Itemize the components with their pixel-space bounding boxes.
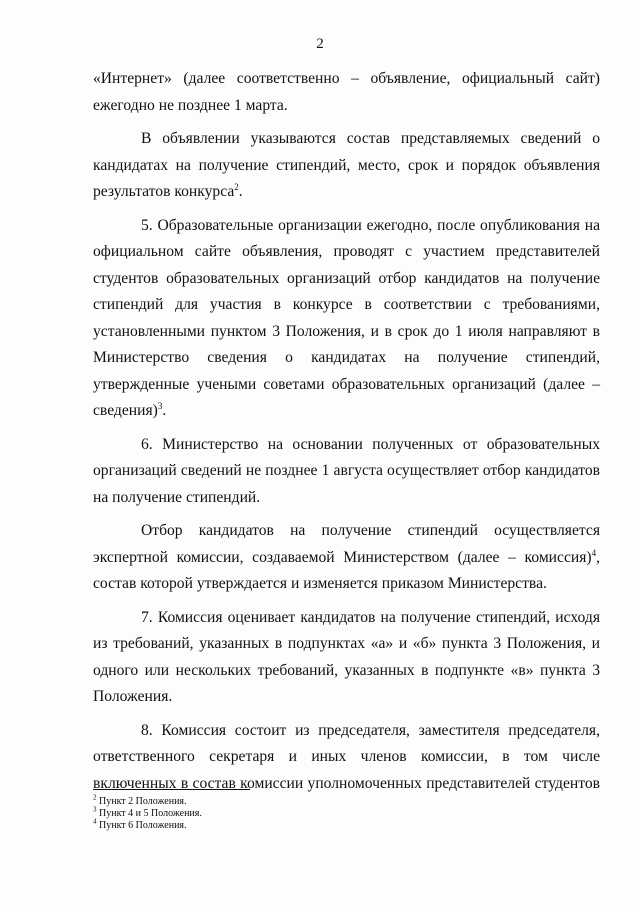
paragraph — [93, 213, 600, 425]
paragraph-text: 5. Образовательные организации ежегодно, после опубликования на официальном сайте объявления, проводят с участием представителей студентов образовательных организаций отбор кандидатов на получение стипендий для участия в конкурсе в соответствии с требованиями, установленными пунктом 3 Положения, и в срок до 1 июля направляют в Министерство сведения о кандидатах на получение стипендий, утвержденные учеными советами образовательных организаций (далее – сведения) — [93, 216, 600, 419]
footnote-number: 3 — [93, 805, 97, 814]
footnote-text: Пункт 2 Положения. — [99, 796, 187, 807]
paragraph-text: 8. Комиссия состоит из председателя, заместителя председателя, ответственного секретаря и иных членов комиссии, в том числе включенных в состав комиссии уполномоченных представителей студентов — [93, 721, 600, 792]
footnotes — [93, 793, 493, 832]
paragraph — [93, 126, 600, 206]
paragraph-text: «Интернет» (далее соответственно – объявление, официальный сайт) ежегодно не позднее 1 марта. — [93, 70, 600, 114]
paragraph — [93, 605, 600, 711]
footnote-ref[interactable]: 2 — [234, 181, 239, 192]
footnote-ref[interactable]: 3 — [157, 400, 163, 411]
paragraph-text: 7. Комиссия оценивает кандидатов на получение стипендий, исходя из требований, указанных в подпунктах «а» и «б» пункта 3 Положения, и одного или нескольких требований, указанных в подпункте «в» пункта 3 Положения. — [93, 608, 600, 705]
paragraph — [93, 718, 600, 798]
footnote-number: 2 — [93, 793, 97, 802]
footnote — [93, 817, 493, 832]
paragraph — [93, 432, 600, 512]
footnote-text: Пункт 4 и 5 Положения. — [99, 808, 202, 819]
paragraph — [93, 66, 600, 119]
paragraph-tail: . — [238, 183, 243, 200]
page-number: 2 — [316, 36, 324, 52]
paragraph — [93, 518, 600, 598]
document-body — [93, 66, 600, 797]
paragraph-tail: . — [162, 402, 167, 419]
footnote-separator — [93, 789, 250, 790]
footnote-ref[interactable]: 4 — [591, 547, 597, 558]
paragraph-text: В объявлении указываются состав представляемых сведений о кандидатах на получение стипендий, место, срок и порядок объявления результатов конкурса — [93, 130, 600, 200]
footnote — [93, 793, 493, 808]
paragraph-tail: , состав которой утверждается и изменяется приказом Министерства. — [93, 548, 600, 592]
footnote-text: Пункт 6 Положения. — [99, 820, 187, 831]
paragraph-text: Отбор кандидатов на получение стипендий осуществляется экспертной комиссии, создаваемой Министерством (далее – комиссия) — [93, 522, 600, 566]
footnote — [93, 805, 493, 820]
footnote-number: 4 — [93, 817, 97, 826]
paragraph-text: 6. Министерство на основании полученных от образовательных организаций сведений не позднее 1 августа осуществляет отбор кандидатов на получение стипендий. — [93, 435, 600, 506]
